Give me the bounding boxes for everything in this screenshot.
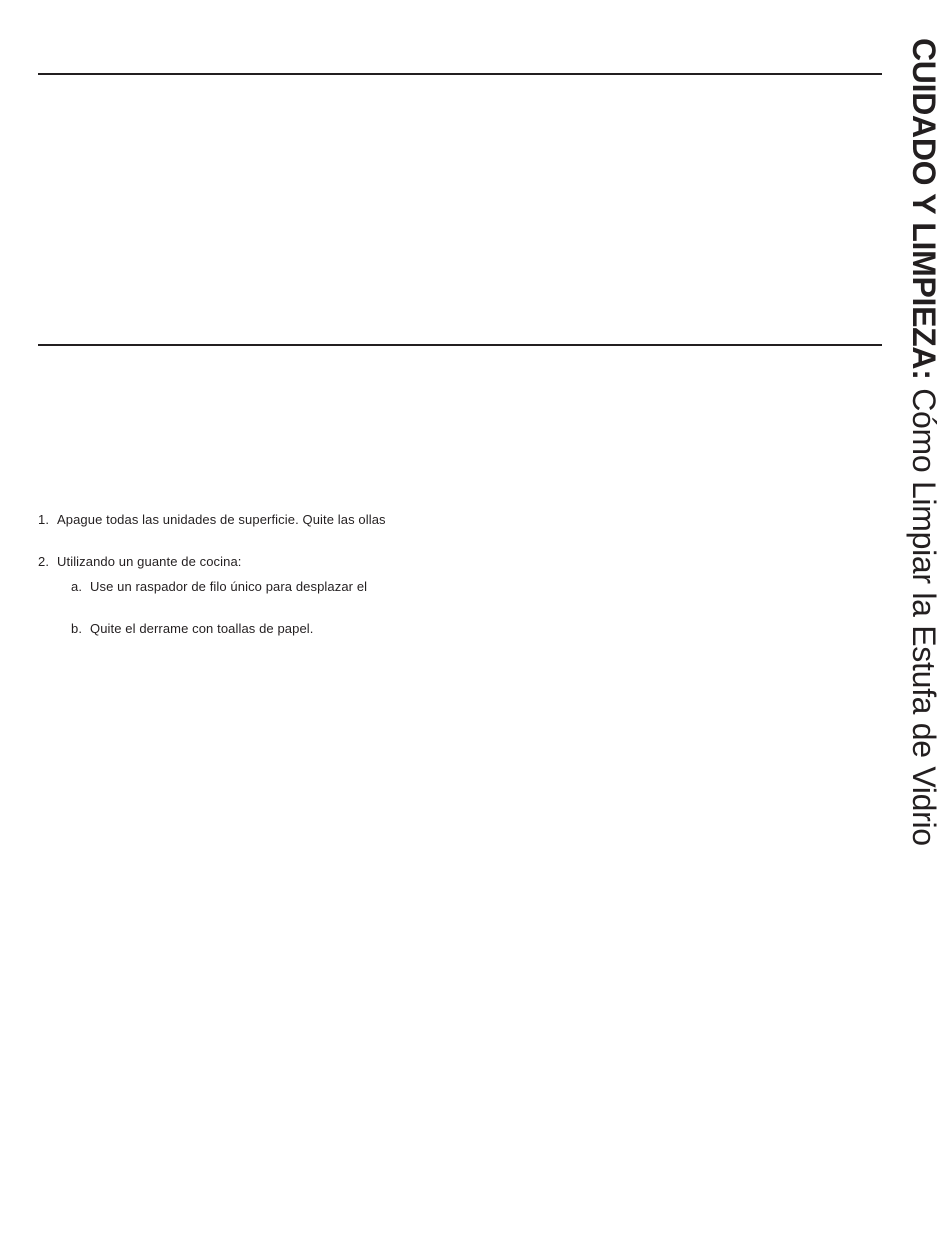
step-2 <box>38 554 242 570</box>
substep-a-letter: a. <box>71 579 83 594</box>
step-2-number: 2. <box>38 554 50 569</box>
section-title-regular: Cómo Limpiar la Estufa de Vidrio <box>906 388 942 846</box>
section-title-bold: CUIDADO Y LIMPIEZA: <box>906 38 942 380</box>
substep-b <box>71 621 314 637</box>
step-2-text: Utilizando un guante de cocina: <box>57 554 242 569</box>
step-1-number: 1. <box>38 512 50 527</box>
section-side-title <box>906 38 942 846</box>
substep-b-text: Quite el derrame con toallas de papel. <box>90 621 314 636</box>
step-1 <box>38 512 386 528</box>
step-1-text: Apague todas las unidades de superficie. Quite las ollas <box>57 512 386 527</box>
substep-a-text: Use un raspador de filo único para desplazar el <box>90 579 368 594</box>
substep-a <box>71 579 367 595</box>
top-divider <box>38 73 882 75</box>
substep-b-letter: b. <box>71 621 83 636</box>
middle-divider <box>38 344 882 346</box>
